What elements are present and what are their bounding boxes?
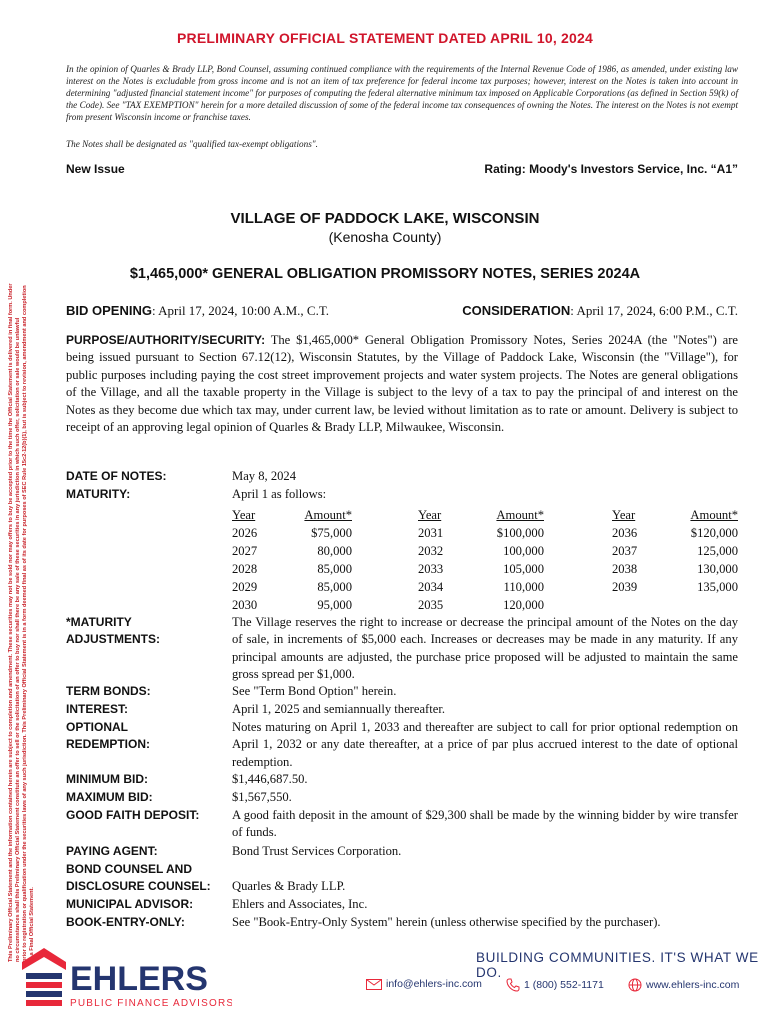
- term-label: MATURITY:: [66, 487, 131, 501]
- term-label: DATE OF NOTES:: [66, 469, 167, 483]
- side-disclaimer-line: prior to registration or qualification under the securities laws of any such jurisdiction. This Preliminary Official Statement is in a form deemed final as of its date for purposes of SEC Rule 15c2-12(b)(1), but is subject to revision, amendment and completion: [22, 285, 28, 962]
- purpose-text: The $1,465,000* General Obligation Promissory Notes, Series 2024A (the "Notes") are being issued pursuant to Section 67.12(12), Wisconsin Statutes, by the Village of Paddock Lake, Wisconsin (the "Village"), for public purposes including paying the cost street improvement projects and water system projects. The Notes are general obligations of the Village, and all the taxable property in the Village is subject to the levy of a tax to pay the principal of and interest on the Notes as they become due which tax may, under current law, be levied without limitation as to rate or amount. Delivery is subject to receipt of an approving legal opinion of Quarles & Brady LLP, Milwaukee, Wisconsin.: [66, 333, 738, 435]
- email-text[interactable]: info@ehlers-inc.com: [386, 978, 482, 990]
- tax-opinion-paragraph: In the opinion of Quarles & Brady LLP, Bond Counsel, assuming continued compliance with the requirements of the Internal Revenue Code of 1986, as amended, under existing law interest on the Notes is excludable from gross income and is not an item of tax preference for federal income tax purposes; however, interest on the Notes is taken into account in determining "adjusted financial statement income" for purposes of computing the federal alternative minimum tax imposed on Applicable Corporations (as defined in Section 59(k) of the Code). See "TAX EXEMPTION" herein for a more detailed discussion of some of the federal income tax consequences of owning the Notes. The interest on the Notes is not exempt from present Wisconsin income or franchise taxes.: [66, 64, 738, 122]
- term-label: GOOD FAITH DEPOSIT:: [66, 808, 200, 822]
- amount-header: Amount*: [690, 508, 738, 522]
- notes-title: $1,465,000* GENERAL OBLIGATION PROMISSORY NOTES, SERIES 2024A: [129, 266, 641, 282]
- mail-icon: [366, 979, 382, 990]
- bid-opening: [66, 303, 329, 319]
- document-title: PRELIMINARY OFFICIAL STATEMENT DATED APRIL 10, 2024: [177, 30, 593, 46]
- side-disclaimer-line: This Preliminary Official Statement and the information contained herein are subject to completion and amendment. These securities may not be sold nor may offers to buy be accepted prior to the time the Official Statement is delivered in final form. Under: [8, 283, 14, 962]
- phone-icon: [506, 978, 520, 992]
- contact-phone[interactable]: [506, 978, 604, 992]
- term-label: *MATURITY ADJUSTMENTS:: [66, 615, 161, 647]
- term-value: April 1, 2025 and semiannually thereafter.: [232, 702, 445, 716]
- term-value: See "Term Bond Option" herein.: [232, 684, 397, 698]
- year-header: Year: [418, 508, 442, 522]
- amount-header: Amount*: [304, 508, 352, 522]
- bid-opening-value: : April 17, 2024, 10:00 A.M., C.T.: [151, 303, 330, 318]
- contact-email[interactable]: [366, 978, 482, 990]
- purpose-label: PURPOSE/AUTHORITY/SECURITY:: [66, 333, 266, 347]
- ehlers-building-icon: [22, 940, 232, 1012]
- term-value: Quarles & Brady LLP.: [232, 879, 346, 893]
- term-label: MUNICIPAL ADVISOR:: [66, 897, 194, 911]
- term-label: PAYING AGENT:: [66, 844, 158, 858]
- side-disclaimer-line: in a Final Official Statement.: [29, 887, 35, 962]
- side-disclaimer: [8, 62, 42, 962]
- term-value: See "Book-Entry-Only System" herein (unless otherwise specified by the purchaser).: [232, 915, 661, 929]
- consideration-value: : April 17, 2024, 6:00 P.M., C.T.: [570, 303, 738, 318]
- term-label: BOND COUNSEL AND DISCLOSURE COUNSEL:: [66, 862, 211, 894]
- term-value: $1,446,687.50.: [232, 772, 308, 786]
- tax-designation: The Notes shall be designated as "qualified tax-exempt obligations".: [66, 139, 318, 149]
- tagline: BUILDING COMMUNITIES. IT'S WHAT WE DO.: [476, 950, 759, 980]
- issue-type: New Issue: [66, 162, 125, 176]
- term-label: INTEREST:: [66, 702, 129, 716]
- term-value: $1,567,550.: [232, 790, 292, 804]
- term-label: MINIMUM BID:: [66, 772, 148, 786]
- rating: Rating: Moody's Investors Service, Inc. “A1”: [484, 162, 738, 176]
- amount-header: Amount*: [496, 508, 544, 522]
- contact-web[interactable]: [628, 978, 739, 992]
- term-value: Notes maturing on April 1, 2033 and thereafter are subject to call for prior optional redemption on April 1, 2032 or any date thereafter, at a price of par plus accrued interest to the date of optional redemption.: [232, 720, 738, 769]
- issuer-county: (Kenosha County): [328, 229, 442, 245]
- issuer-name: VILLAGE OF PADDOCK LAKE, WISCONSIN: [230, 210, 540, 227]
- globe-icon: [628, 978, 642, 992]
- term-label: OPTIONAL REDEMPTION:: [66, 720, 150, 752]
- year-header: Year: [232, 508, 256, 522]
- ehlers-logo: [22, 940, 232, 1010]
- year-header: Year: [612, 508, 636, 522]
- term-value: May 8, 2024: [232, 469, 297, 483]
- phone-text[interactable]: 1 (800) 552-1171: [524, 978, 604, 991]
- term-label: TERM BONDS:: [66, 684, 151, 698]
- consideration: [462, 303, 738, 319]
- brand-subtitle: PUBLIC FINANCE ADVISORS: [70, 998, 232, 1009]
- purpose-paragraph: [66, 332, 738, 436]
- term-value: A good faith deposit in the amount of $29,300 shall be made by the winning bidder by wire transfer of funds.: [232, 808, 738, 840]
- term-label: BOOK-ENTRY-ONLY:: [66, 915, 185, 929]
- web-text[interactable]: www.ehlers-inc.com: [646, 978, 740, 991]
- side-disclaimer-line: no circumstances shall this Preliminary Official Statement constitute an offer to sell or the solicitation of an offer to buy nor shall there be any sale of these securities in any jurisdiction in which such offer, solicitation or sale would be unlawful: [15, 317, 21, 962]
- bid-opening-label: BID OPENING: [66, 303, 152, 318]
- consideration-label: CONSIDERATION: [462, 303, 571, 318]
- brand-name: EHLERS: [70, 960, 208, 998]
- term-value: The Village reserves the right to increase or decrease the principal amount of the Notes on the day of sale, in increments of $5,000 each. Increases or decreases may be made in any maturity. If any principal amounts are adjusted, the purchase price proposed will be adjusted to maintain the same gross spread per $1,000.: [232, 615, 738, 682]
- term-value: Ehlers and Associates, Inc.: [232, 897, 368, 911]
- term-label: MAXIMUM BID:: [66, 790, 153, 804]
- term-value: Bond Trust Services Corporation.: [232, 844, 402, 858]
- term-value: April 1 as follows:: [232, 487, 327, 501]
